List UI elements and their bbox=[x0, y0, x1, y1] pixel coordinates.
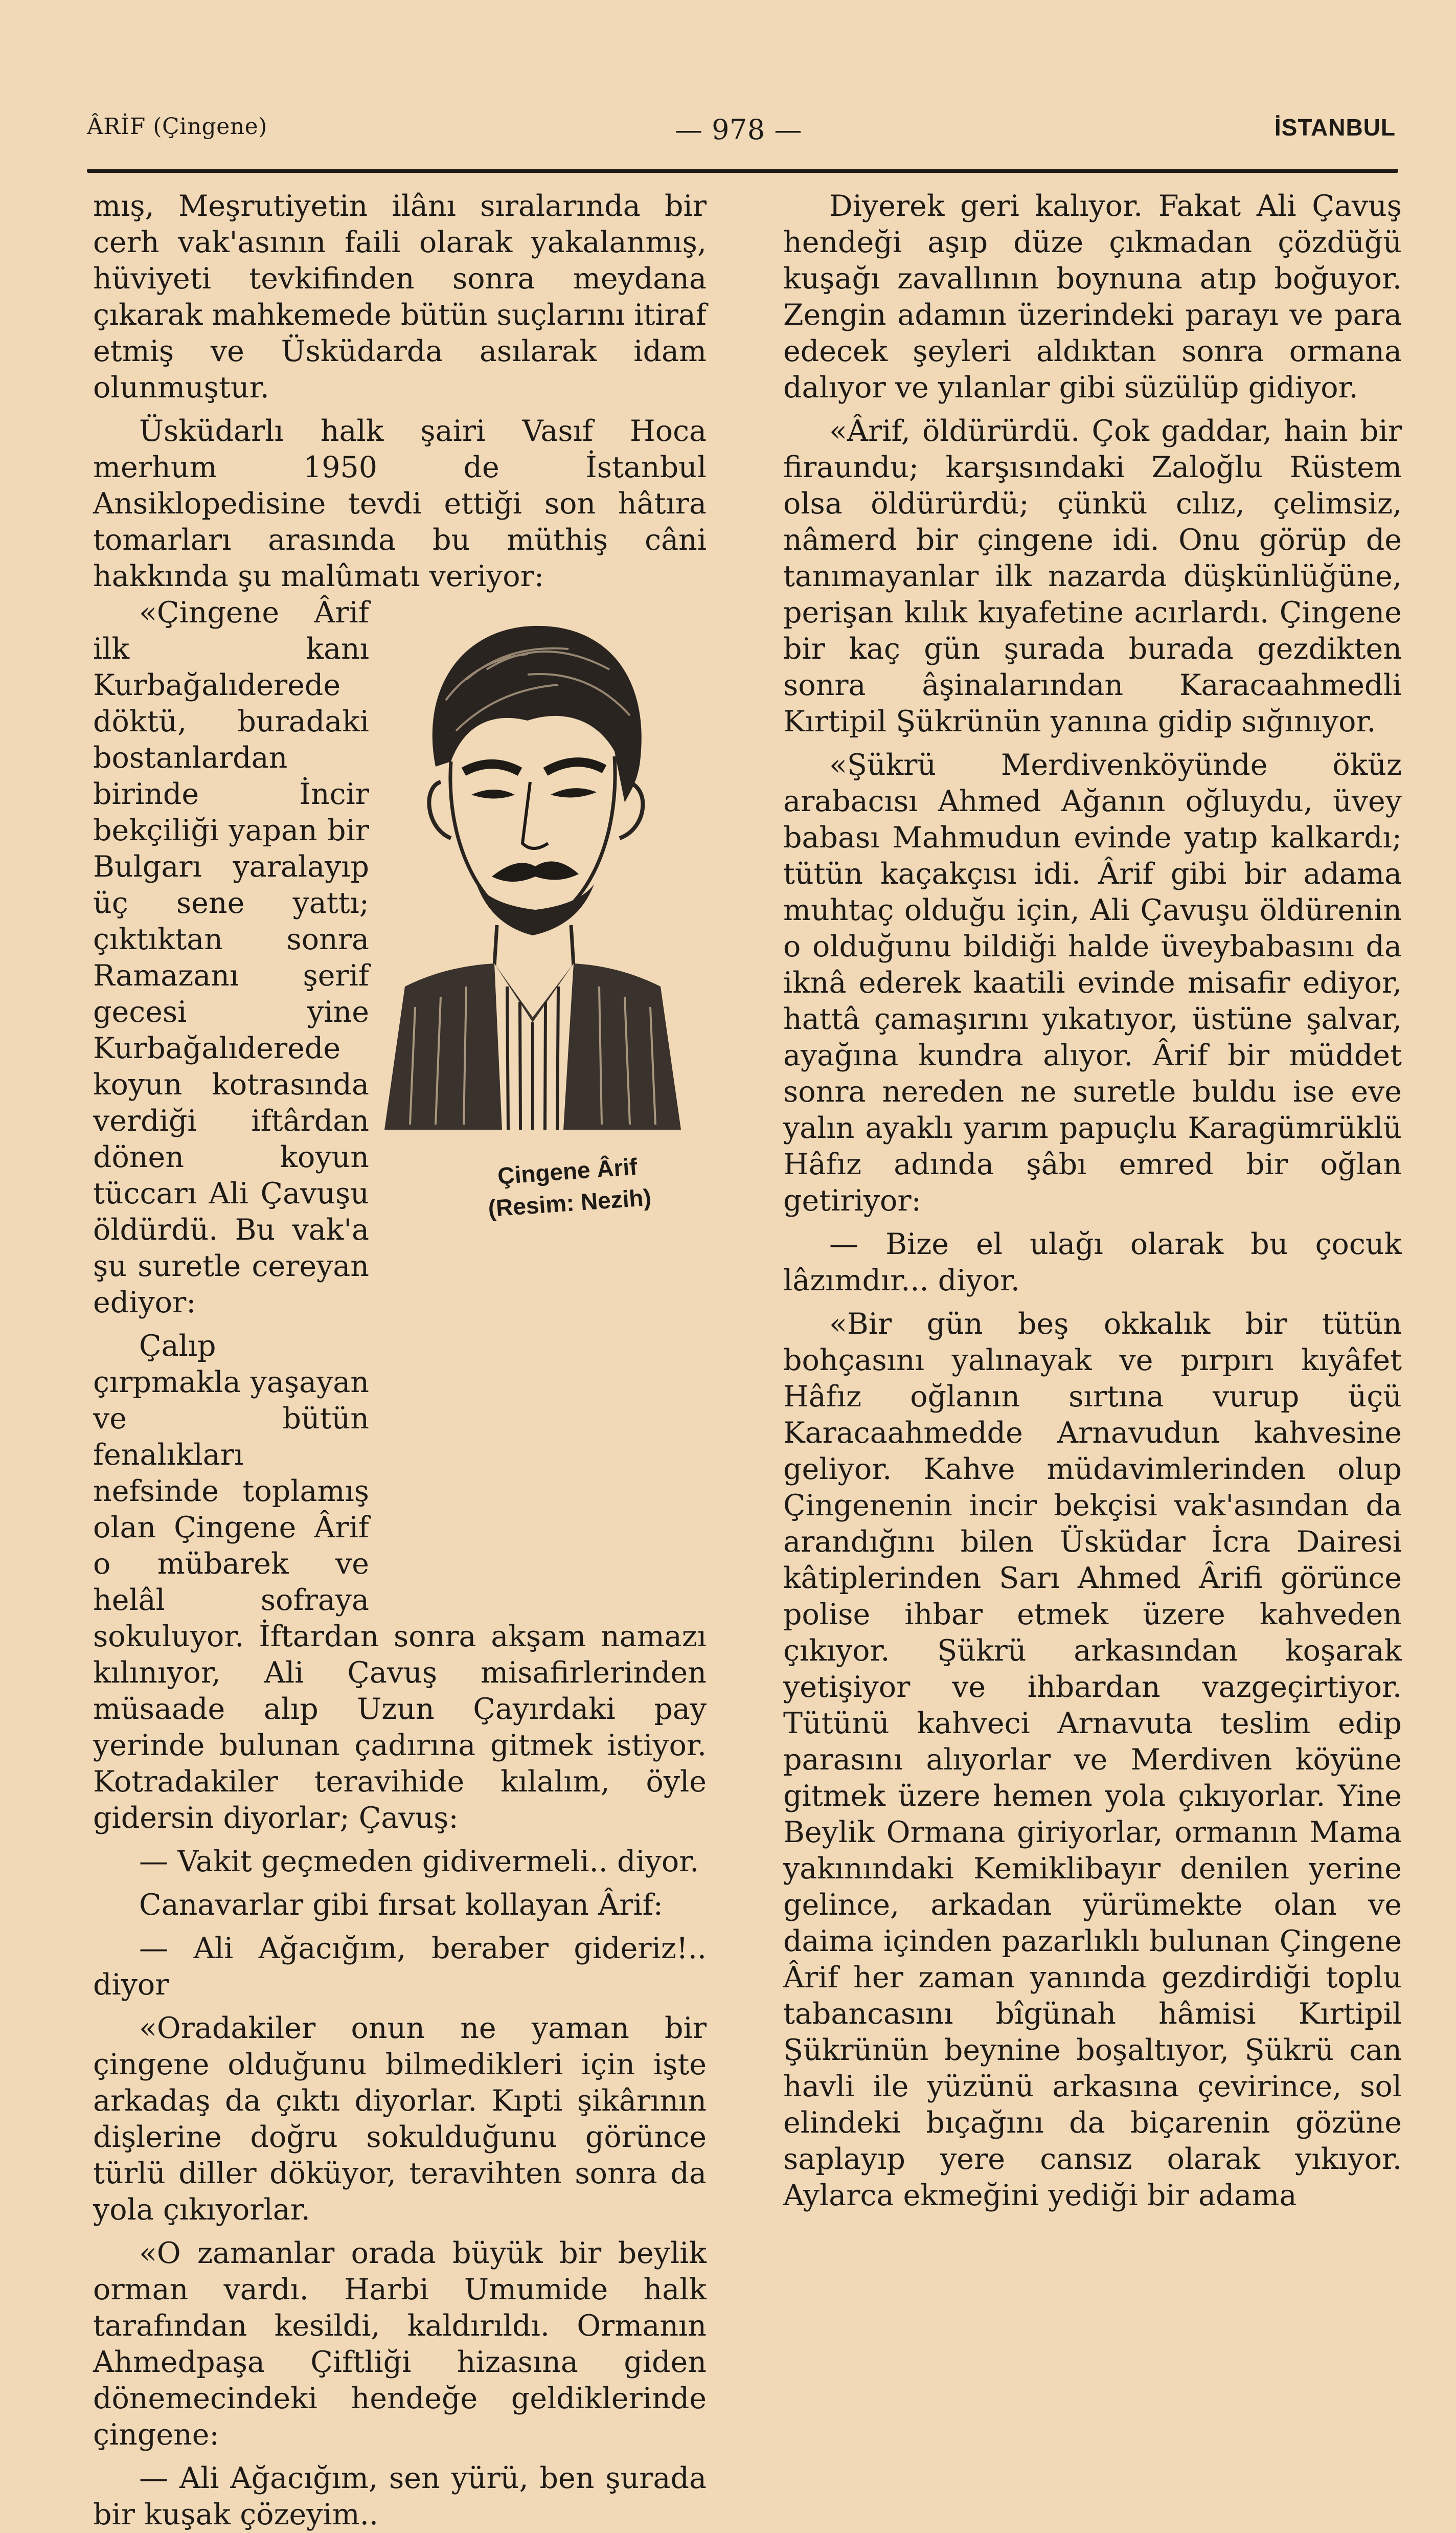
caption-title: Çingene Ârif bbox=[496, 1153, 639, 1190]
header-rule bbox=[87, 169, 1398, 173]
left-column bbox=[93, 188, 707, 2533]
paragraph: «Çingene Ârif ilk kanı Kurbağalıderede döktü, buradaki bostanlardan birinde İncir bekçiliği yapan bir Bulgarı yaralayıp üç sene yattı; çıktıktan sonra Ramazanı şerif gecesi yine Kurbağalıderede koyun kotrasında verdiği iftârdan dönen koyun tüccarı Ali Çavuşu öldürdü. Bu vak'a şu suretle cereyan ediyor: bbox=[93, 596, 369, 1319]
paragraph: Üsküdarlı halk şairi Vasıf Hoca merhum 1950 de İstanbul Ansiklopedisine tevdi ettiği son hâtıra tomarları arasında bu müthiş câni hakkında şu malûmatı veriyor: bbox=[93, 414, 707, 593]
running-header-right: İSTANBUL bbox=[1274, 114, 1396, 141]
figure-caption bbox=[434, 1146, 703, 1228]
paragraph: «Bir gün beş okkalık bir tütün bohçasını yalınayak ve pırpırı kıyâfet Hâfız oğlanın sırtına vurup üçü Karacaahmedde Arnavudun kahvesine geliyor. Kahve müdavimlerinden olup Çingenenin incir bekçisi vak'asından da arandığını bilen Üsküdar İcra Dairesi kâtiplerinden Sarı Ahmed Ârifi görünce polise ihbar etmek üzere kahveden çıkıyor. Şükrü arkasından koşarak yetişiyor ve ihbardan vazgeçirtiyor. Tütünü kahveci Arnavuta teslim edip parasını alıyorlar ve Merdiven köyüne gitmek üzere hemen yola çıkıyorlar. Yine Beylik Ormana giriyorlar, ormanın Mama yakınındaki Kemiklibayır denilen yerine gelince, arkadan yürümekte olan ve daima içinden pazarlıklı bulunan Çingene Ârif her zaman yanında gezdirdiği toplu tabancasını bîgünah hâmisi Kırtipil Şükrünün beynine boşaltıyor, Şükrü can havli ile yüzünü arkasına çevirince, sol elindeki bıçağını da biçarenin gözüne saplayıp yere cansız olarak yıkıyor. Aylarca ekmeğini yediği bir adama bbox=[783, 1307, 1402, 2212]
paragraph: «Şükrü Merdivenköyünde öküz arabacısı Ahmed Ağanın oğluydu, üvey babası Mahmudun evinde yatıp kalkardı; tütün kaçakçısı idi. Ârif gibi bir adama muhtaç olduğu için, Ali Çavuşu öldürenin o olduğunu bildiği halde üveybabasını da iknâ ederek kaatili evinde misafir ediyor, hattâ çamaşırını yıkatıyor, üstüne şalvar, ayağına kundra alıyor. Ârif bir müddet sonra nereden ne suretle buldu ise eve yalın ayaklı yarım papuçlu Karagümrüklü Hâfız adında şâbı emred bir oğlan getiriyor: bbox=[783, 748, 1402, 1218]
dialogue-line: — Ali Ağacığım, beraber gideriz!.. diyor bbox=[93, 1932, 707, 2002]
portrait-figure bbox=[374, 598, 707, 1585]
portrait-illustration bbox=[374, 598, 691, 1140]
running-header-left: ÂRİF (Çingene) bbox=[87, 114, 267, 140]
paragraph: mış, Meşrutiyetin ilânı sıralarında bir cerh vak'asının faili olarak yakalanmış, hüviyeti tevkifinden sonra meydana çıkarak mahkemede bütün suçlarını itiraf etmiş ve Üsküdarda asılarak idam olunmuştur. bbox=[93, 189, 707, 405]
paragraph: Diyerek geri kalıyor. Fakat Ali Çavuş hendeği aşıp düze çıkmadan çözdüğü kuşağı zavallının boynuna atıp boğuyor. Zengin adamın üzerindeki parayı ve para edecek şeyleri aldıktan sonra ormana dalıyor ve yılanlar gibi süzülüp gidiyor. bbox=[783, 189, 1402, 405]
dialogue-line: — Bize el ulağı olarak bu çocuk lâzımdır... diyor. bbox=[783, 1227, 1402, 1297]
paragraph: Çalıp çırpmakla yaşayan ve bütün fenalıkları nefsinde toplamış olan Çingene Ârif o mübarek ve helâl sofraya sokuluyor. İftardan sonra akşam namazı kılınıyor, Ali Çavuş misafirlerinden müsaade alıp Uzun Çayırdaki pay yerinde bulunan çadırına gitmek istiyor. Kotradakiler teravihide kılalım, öyle gidersin diyorlar; Çavuş: bbox=[93, 1329, 707, 1835]
paragraph: «Ârif, öldürürdü. Çok gaddar, hain bir firaundu; karşısındaki Zaloğlu Rüstem olsa öldürürdü; çünkü cılız, çelimsiz, nâmerd bir çingene idi. Onu görüp de tanımayanlar ilk nazarda düşkünlüğüne, perişan kılık kıyafetine acırlardı. Çingene bir kaç gün şurada burada gezdikten sonra âşinalarından Karacaahmedli Kırtipil Şükrünün yanına gidip sığınıyor. bbox=[783, 414, 1402, 738]
page-number: — 978 — bbox=[675, 114, 802, 146]
dialogue-line: — Vakit geçmeden gidivermeli.. diyor. bbox=[139, 1845, 699, 1878]
dialogue-line: — Ali Ağacığım, sen yürü, ben şurada bir kuşak çözeyim.. bbox=[93, 2461, 707, 2531]
right-column bbox=[783, 188, 1402, 2214]
paragraph: Canavarlar gibi fırsat kollayan Ârif: bbox=[139, 1888, 663, 1922]
paragraph: «O zamanlar orada büyük bir beylik orman vardı. Harbi Umumide halk tarafından kesildi, kaldırıldı. Ormanın Ahmedpaşa Çiftliği hizasına giden dönemecindeki hendeğe geldiklerinde çingene: bbox=[93, 2236, 707, 2452]
caption-credit: (Resim: Nezih) bbox=[487, 1183, 652, 1222]
paragraph: «Oradakiler onun ne yaman bir çingene olduğunu bilmedikleri için işte arkadaş da çıktı diyorlar. Kıpti şikârının dişlerine doğru sokulduğunu görünce türlü diller döküyor, teravihten sonra da yola çıkıyorlar. bbox=[93, 2011, 707, 2227]
